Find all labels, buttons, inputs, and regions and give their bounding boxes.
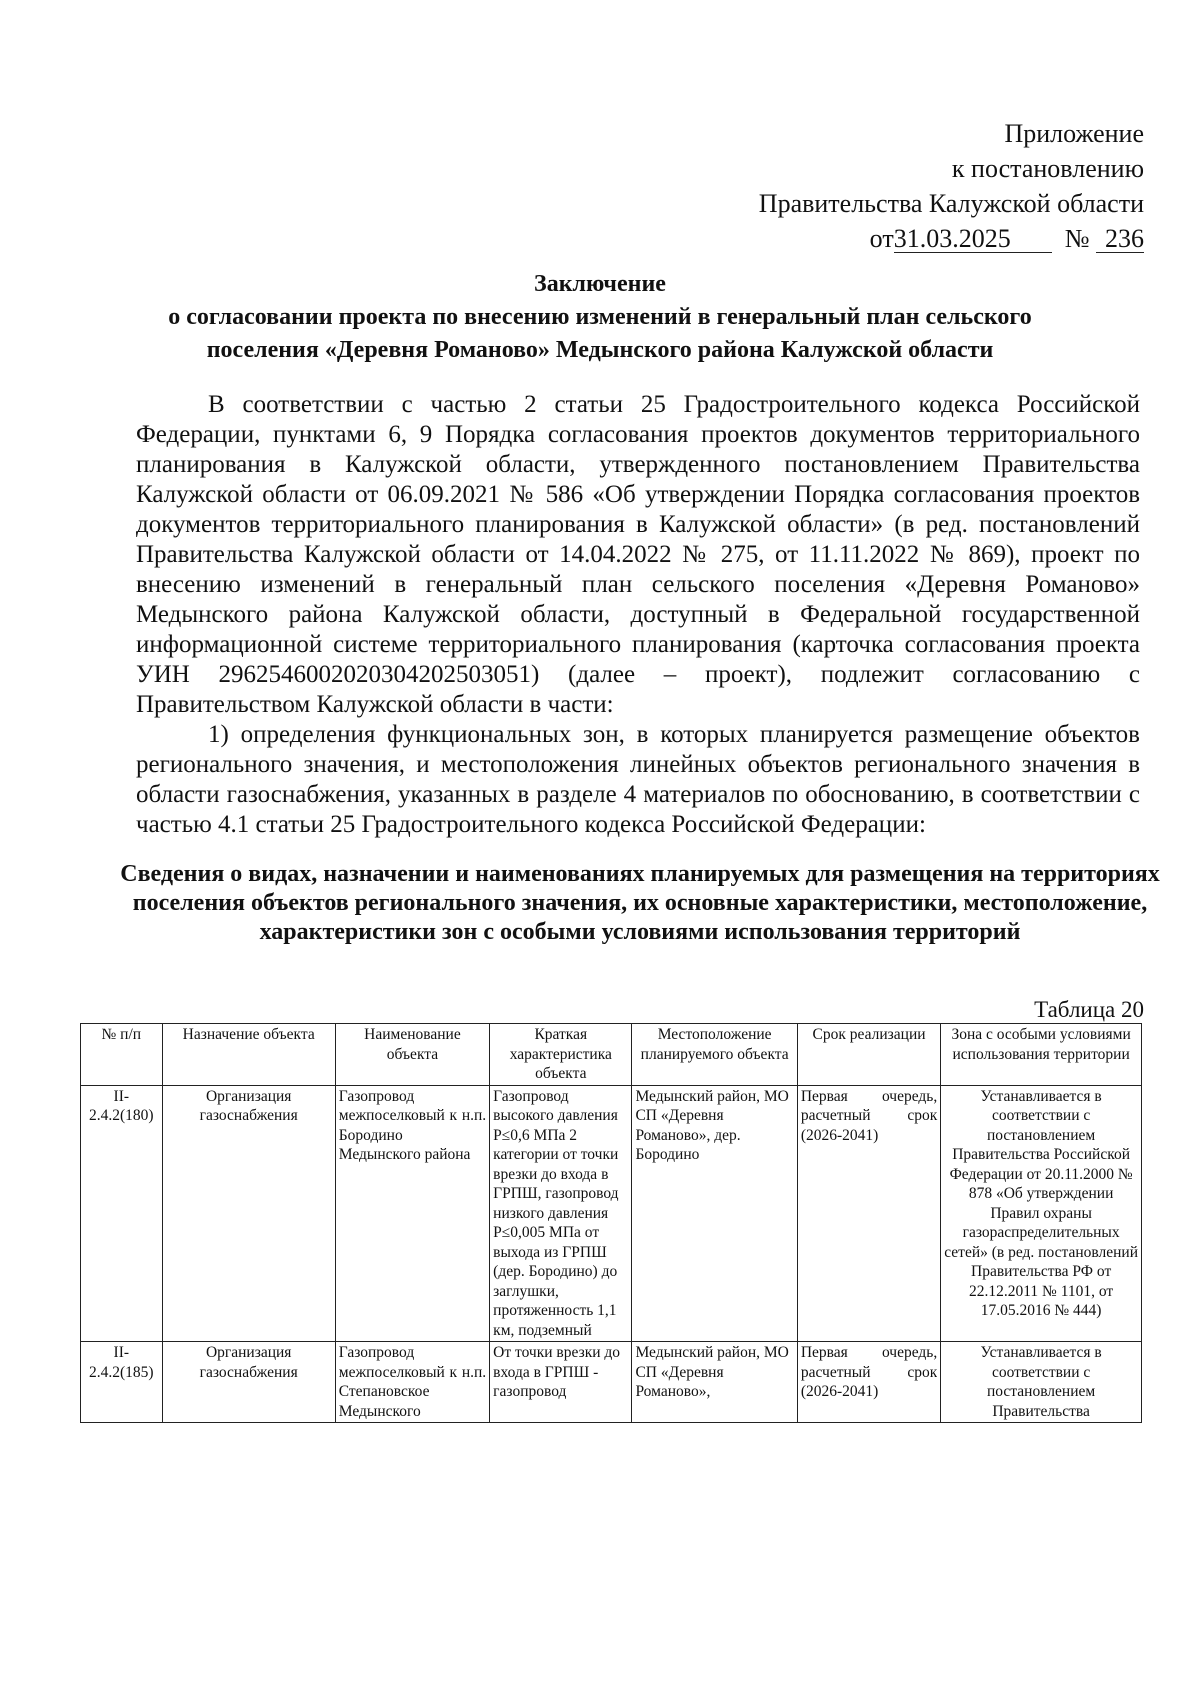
header-cell: № п/п xyxy=(81,1024,163,1086)
table-cell xyxy=(941,1342,1142,1423)
table-cell: Организация газоснабжения xyxy=(162,1085,335,1342)
decree-date: 31.03.2025 xyxy=(894,226,1052,253)
table-cell xyxy=(797,1342,940,1423)
table-cell: Устанавливается в соответствии с постановлением Правительства Российской Федерации от 20.11.2000 № 878 «Об утверждении Правил охраны газораспределительных сетей» (в ред. постановлений Правительства РФ от 22.12.2011 № 1101, от 17.05.2016 № 444) xyxy=(941,1085,1142,1342)
header-cell: Зона с особыми условиями использования территории xyxy=(941,1024,1142,1086)
header-cell: Местоположение планируемого объекта xyxy=(632,1024,797,1086)
appendix-date-line xyxy=(870,221,1144,256)
paragraph-2: 1) определения функциональных зон, в которых планируется размещение объектов регионального значения, и местоположения линейных объектов регионального значения в области газоснабжения, указанных в разделе 4 материалов по обоснованию, в соответствии с частью 4.1 статьи 25 Градостроительного кодекса Российской Федерации: xyxy=(136,721,1140,838)
paragraph-1: В соответствии с частью 2 статьи 25 Градостроительного кодекса Российской Федерации, пунктами 6, 9 Порядка согласования проектов документов территориального планирования в Калужской области, утвержденного постановлением Правительства Калужской области от 06.09.2021 № 586 «Об утверждении Порядка согласования проектов документов территориального планирования в Калужской области» (в ред. постановлений Правительства Калужской области от 14.04.2022 № 275, от 11.11.2022 № 869), проект по внесению изменений в генеральный план сельского поселения «Деревня Романово» Медынского района Калужской области, доступный в Федеральной государственной информационной системе территориального планирования (карточка согласования проекта УИН 2962546002020304202503051) (далее – проект), подлежит согласованию с Правительством Калужской области в части: xyxy=(136,391,1140,718)
date-prefix: от xyxy=(869,224,894,253)
table-cell xyxy=(335,1342,489,1423)
table-header-row xyxy=(81,1024,1142,1086)
table-cell xyxy=(490,1342,632,1423)
cell-text: Газопровод межпоселковый к н.п. Степановское Медынского xyxy=(338,1344,487,1420)
title-line-2: о согласовании проекта по внесению изменений в генеральный план сельского xyxy=(168,304,1032,330)
appendix-line-3: Правительства Калужской области xyxy=(758,189,1144,218)
objects-table xyxy=(80,1023,1142,1423)
table-caption: Таблица 20 xyxy=(1034,997,1144,1022)
table-cell: Медынский район, МО СП «Деревня Романово», дер. Бородино xyxy=(632,1085,797,1342)
header-cell: Краткая характеристика объекта xyxy=(490,1024,632,1086)
appendix-line-2: к постановлению xyxy=(951,154,1144,183)
appendix-block xyxy=(759,116,1144,256)
header-cell: Назначение объекта xyxy=(162,1024,335,1086)
appendix-line-1: Приложение xyxy=(1004,119,1144,148)
table-cell xyxy=(162,1342,335,1423)
title-line-3: поселения «Деревня Романово» Медынского района Калужской области xyxy=(206,337,994,363)
table-cell: Газопровод высокого давления P≤0,6 МПа 2 категории от точки врезки до входа в ГРПШ, газопровод низкого давления P≤0,005 МПа от выхода из ГРПШ (дер. Бородино) до заглушки, протяженность 1,1 км, подземный xyxy=(490,1085,632,1342)
table-cell xyxy=(81,1342,163,1423)
cell-text: II-2.4.2(185) xyxy=(89,1344,154,1381)
table-cell: Газопровод межпоселковый к н.п. Бородино Медынского района xyxy=(335,1085,489,1342)
cell-text: От точки врезки до входа в ГРПШ - газопровод xyxy=(493,1344,621,1400)
table-cell xyxy=(632,1342,797,1423)
cell-text: Первая очередь, расчетный срок (2026-2041) xyxy=(800,1344,938,1400)
title-line-1: Заключение xyxy=(534,271,666,297)
cell-text: Организация газоснабжения xyxy=(199,1344,298,1381)
table-cell: II-2.4.2(180) xyxy=(81,1085,163,1342)
document-title xyxy=(0,268,1200,367)
table-row xyxy=(81,1342,1142,1423)
body-text xyxy=(136,390,1140,840)
cell-text: Устанавливается в соответствии с постановлением Правительства xyxy=(980,1344,1102,1420)
number-sign: № xyxy=(1064,224,1090,253)
header-cell: Наименование объекта xyxy=(335,1024,489,1086)
cell-text: Медынский район, МО СП «Деревня Романово», xyxy=(635,1344,789,1400)
table-cell: Первая очередь, расчетный срок (2026-2041) xyxy=(797,1085,940,1342)
table-section-title: Сведения о видах, назначении и наименованиях планируемых для размещения на территориях поселения объектов регионального значения, их основные характеристики, местоположение, характеристики зон с особыми условиями использования территорий xyxy=(120,861,1160,945)
table-row xyxy=(81,1085,1142,1342)
decree-number: 236 xyxy=(1096,226,1144,253)
header-cell: Срок реализации xyxy=(797,1024,940,1086)
